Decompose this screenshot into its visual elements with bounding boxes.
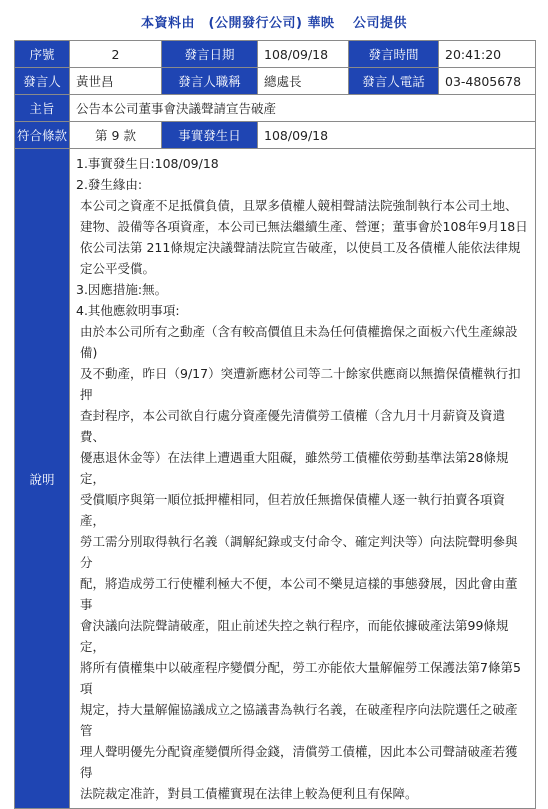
speaker-label: 發言人 — [15, 68, 70, 95]
item-1: 1.事實發生日:108/09/18 — [76, 156, 219, 171]
table-row — [15, 68, 536, 95]
item-2-line: 建物、設備等各項資產，本公司已無法繼續生產、營運；董事會於108年9月18日 — [80, 219, 528, 234]
seq-label: 序號 — [15, 41, 70, 68]
item-4-line: 將所有債權集中以破產程序變價分配，勞工亦能依大量解僱勞工保護法第7條第5項 — [80, 660, 521, 696]
date-label: 發言日期 — [162, 41, 258, 68]
event-date-value: 108/09/18 — [258, 122, 536, 149]
table-row — [15, 95, 536, 122]
item-4-line: 法院裁定准許，對員工債權實現在法律上較為便利且有保障。 — [80, 786, 418, 801]
item-4-line: 規定，持大量解僱協議成立之協議書為執行名義，在破產程序向法院選任之破產管 — [80, 702, 518, 738]
table-row — [15, 41, 536, 68]
item-4-line: 及不動產，昨日（9/17）突遭新應材公司等二十餘家供應商以無擔保債權執行扣押 — [80, 366, 521, 402]
speaker-value: 黃世昌 — [70, 68, 162, 95]
time-label: 發言時間 — [349, 41, 439, 68]
item-4: 4.其他應敘明事項: — [76, 303, 180, 318]
item-4-line: 查封程序，本公司欲自行處分資產優先清償勞工債權（含九月十月薪資及資遣費、 — [80, 408, 506, 444]
item-4-line: 勞工需分別取得執行名義（調解紀錄或支付命令、確定判決等）向法院聲明參與分 — [80, 534, 518, 570]
item-3: 3.因應措施:無。 — [76, 282, 168, 297]
date-value: 108/09/18 — [258, 41, 349, 68]
time-value: 20:41:20 — [439, 41, 536, 68]
subject-value: 公告本公司董事會決議聲請宣告破產 — [70, 95, 536, 122]
item-4-line: 理人聲明優先分配資產變價所得金錢，清償勞工債權，因此本公司聲請破產若獲得 — [80, 744, 518, 780]
item-2-line: 定公平受償。 — [80, 261, 156, 276]
speaker-title-value: 總處長 — [258, 68, 349, 95]
table-row — [15, 122, 536, 149]
page-title: 本資料由 (公開發行公司) 華映 公司提供 — [141, 16, 407, 31]
seq-value: 2 — [70, 41, 162, 68]
description-body — [70, 149, 536, 809]
speaker-title-label: 發言人職稱 — [162, 68, 258, 95]
clause-label: 符合條款 — [15, 122, 70, 149]
announcement-table — [14, 40, 536, 809]
table-row — [15, 149, 536, 809]
item-4-line: 優惠退休金等）在法律上遭遇重大阻礙，雖然勞工債權依勞動基準法第28條規定， — [80, 450, 509, 486]
event-date-label: 事實發生日 — [162, 122, 258, 149]
item-2-line: 依公司法第 211條規定決議聲請法院宣告破產，以使員工及各債權人能依法律規 — [80, 240, 521, 255]
item-4-line: 配，將造成勞工行使權利極大不便，本公司不樂見這樣的事態發展，因此會由董事 — [80, 576, 518, 612]
item-4-line: 由於本公司所有之動產（含有較高價值且未為任何債權擔保之面板六代生產線設備) — [80, 324, 518, 360]
phone-label: 發言人電話 — [349, 68, 439, 95]
item-2-line: 本公司之資產不足抵償負債，且眾多債權人競相聲請法院強制執行本公司土地、 — [80, 198, 518, 213]
item-2: 2.發生緣由: — [76, 177, 143, 192]
phone-value: 03-4805678 — [439, 68, 536, 95]
item-4-line: 受償順序與第一順位抵押權相同，但若放任無擔保債權人逐一執行拍賣各項資產， — [80, 492, 506, 528]
item-4-line: 會決議向法院聲請破產，阻止前述失控之執行程序，而能依據破產法第99條規定， — [80, 618, 509, 654]
subject-label: 主旨 — [15, 95, 70, 122]
description-label: 說明 — [15, 149, 70, 809]
clause-value: 第 9 款 — [70, 122, 162, 149]
